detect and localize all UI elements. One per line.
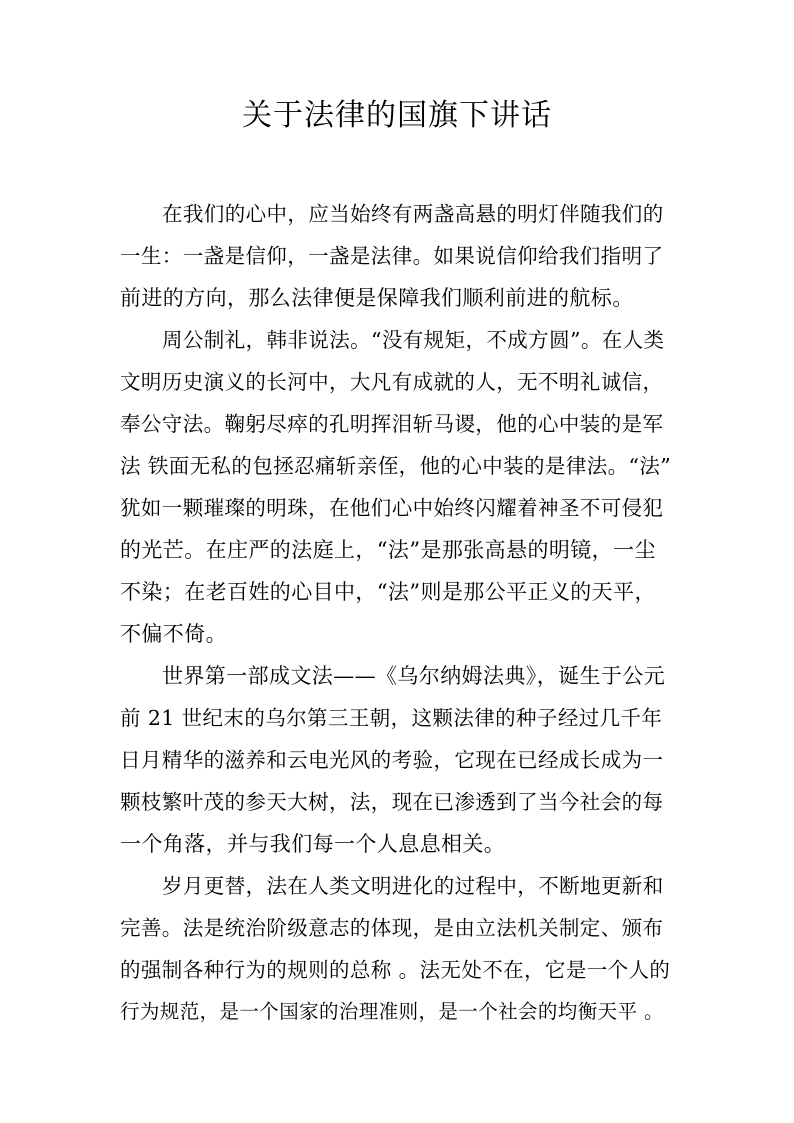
paragraph-2-line-6: 的光芒。在庄严的法庭上，“法”是那张高悬的明镜，一尘 bbox=[120, 538, 656, 562]
paragraph-4-line-1: 岁月更替，法在人类文明进化的过程中，不断地更新和 bbox=[162, 874, 664, 898]
paragraph-1-line-3: 前进的方向，那么法律便是保障我们顺利前进的航标。 bbox=[120, 286, 634, 310]
paragraph-2-line-1: 周公制礼，韩非说法。“没有规矩，不成方圆”。在人类 bbox=[162, 328, 665, 352]
paragraph-1-line-1: 在我们的心中，应当始终有两盏高悬的明灯伴随我们的 bbox=[162, 202, 664, 226]
paragraph-4-line-2: 完善。法是统治阶级意志的体现，是由立法机关制定、颁布 bbox=[120, 916, 664, 940]
paragraph-4-line-4: 行为规范，是一个国家的治理准则，是一个社会的均衡天平 。 bbox=[120, 1000, 664, 1023]
paragraph-3-line-2: 前 21 世纪末的乌尔第三王朝，这颗法律的种子经过几千年 bbox=[120, 706, 663, 730]
paragraph-2-line-2: 文明历史演义的长河中，大凡有成就的人，无不明礼诚信， bbox=[120, 370, 664, 394]
paragraph-2-line-8: 不偏不倚。 bbox=[120, 622, 227, 646]
paragraph-3-line-4: 颗枝繁叶茂的参天大树，法，现在已渗透到了当今社会的每 bbox=[120, 790, 664, 814]
paragraph-2-line-5: 犹如一颗璀璨的明珠，在他们心中始终闪耀着神圣不可侵犯 bbox=[120, 496, 664, 520]
paragraph-3-line-3: 日月精华的滋养和云电光风的考验，它现在已经成长成为一 bbox=[120, 748, 664, 772]
paragraph-2-line-4: 法 铁面无私的包拯忍痛斩亲侄，他的心中装的是律法。“法” bbox=[120, 454, 672, 478]
paragraph-3-line-1: 世界第一部成文法——《乌尔纳姆法典》，诞生于公元 bbox=[162, 664, 666, 688]
document-title: 关于法律的国旗下讲话 bbox=[242, 98, 552, 133]
paragraph-1-line-2: 一生：一盏是信仰，一盏是法律。如果说信仰给我们指明了 bbox=[120, 244, 664, 268]
paragraph-2-line-3: 奉公守法。鞠躬尽瘁的孔明挥泪斩马谡，他的心中装的是军 bbox=[120, 412, 664, 436]
paragraph-3-line-5: 一个角落，并与我们每一个人息息相关。 bbox=[120, 832, 506, 856]
paragraph-4-line-3: 的强制各种行为的规则的总称 。法无处不在，它是一个人的 bbox=[120, 958, 671, 982]
paragraph-2-line-7: 不染；在老百姓的心目中，“法”则是那公平正义的天平， bbox=[120, 580, 656, 604]
